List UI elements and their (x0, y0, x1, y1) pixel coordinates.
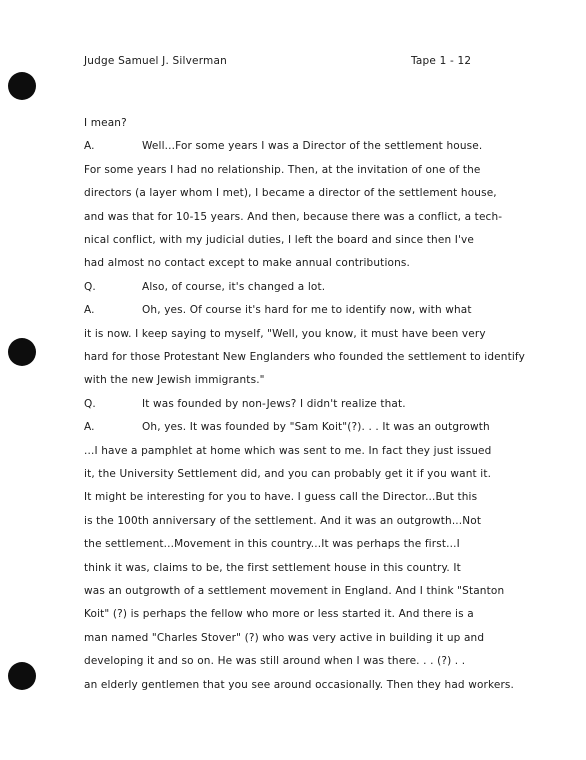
line-text: was an outgrowth of a settlement movement in England. And I think "Stanton (84, 585, 505, 597)
transcript-line (84, 327, 486, 341)
transcript-line (84, 631, 484, 645)
transcript-line (84, 537, 460, 551)
transcript-line (84, 467, 491, 481)
transcript-line (84, 163, 481, 177)
transcript-line (84, 584, 504, 598)
transcript-line (84, 654, 465, 668)
transcript-line (84, 210, 502, 224)
line-text: Oh, yes. Of course it's hard for me to identify now, with what (142, 304, 472, 317)
line-text: Oh, yes. It was founded by "Sam Koit"(?). . . It was an outgrowth (142, 421, 490, 434)
line-text: directors (a layer whom I met), I became a director of the settlement house, (84, 187, 497, 200)
transcript-line (84, 373, 265, 387)
line-text: Koit" (?) is perhaps the fellow who more or less started it. And there is a (84, 608, 474, 621)
speaker-label: Q. (84, 397, 96, 410)
transcript-line (84, 186, 497, 200)
transcript-line (84, 561, 461, 575)
line-text: nical conflict, with my judicial duties, I left the board and since then I've (84, 234, 475, 246)
line-text: think it was, claims to be, the first settlement house in this country. It (84, 561, 461, 574)
line-text: an elderly gentlemen that you see around occasionally. Then they had workers. (84, 678, 515, 691)
speaker-label: A. (84, 421, 95, 434)
line-text: ...I have a pamphlet at home which was sent to me. In fact they just issued (84, 444, 492, 457)
transcript-line (84, 303, 472, 317)
line-text: and was that for 10-15 years. And then, because there was a conflict, a tech- (84, 210, 503, 223)
binder-hole (8, 662, 36, 690)
transcript-line (84, 490, 477, 504)
line-text: Also, of course, it's changed a lot. (142, 280, 326, 293)
transcript-line (84, 233, 474, 247)
transcript-line (84, 350, 525, 364)
transcript-line (84, 280, 325, 294)
line-text: it, the University Settlement did, and you can probably get it if you want it. (84, 468, 492, 480)
transcript-line (84, 139, 482, 153)
binder-hole (8, 72, 36, 100)
line-text: had almost no contact except to make annual contributions. (84, 257, 411, 270)
speaker-label: Q. (84, 280, 96, 293)
line-text: the settlement...Movement in this country...It was perhaps the first...I (84, 538, 460, 551)
line-text: For some years I had no relationship. Then, at the invitation of one of the (84, 163, 481, 176)
line-text: is the 100th anniversary of the settlement. And it was an outgrowth...Not (84, 514, 482, 527)
transcript-line (84, 256, 410, 270)
transcript-line (84, 607, 474, 621)
header-tape-number: Tape 1 - 12 (411, 55, 472, 67)
transcript-line (84, 397, 406, 411)
binder-hole (8, 338, 36, 366)
transcript-line (84, 444, 491, 458)
line-text: It was founded by non-Jews? I didn't realize that. (142, 397, 406, 410)
transcript-line (84, 514, 481, 528)
header-interviewee: Judge Samuel J. Silverman (84, 55, 227, 67)
line-text: with the new Jewish immigrants." (84, 374, 265, 387)
transcript-line (84, 678, 514, 692)
transcript-line (84, 116, 127, 130)
line-text: It might be interesting for you to have. I guess call the Director...But this (84, 491, 478, 504)
line-text: hard for those Protestant New Englanders who founded the settlement to identify (84, 351, 525, 363)
line-text: man named "Charles Stover" (?) who was very active in building it up and (84, 631, 485, 644)
line-text: Well...For some years I was a Director of the settlement house. (142, 140, 483, 153)
line-text: developing it and so on. He was still around when I was there. . . (?) . . (84, 655, 466, 668)
transcript-line (84, 420, 490, 434)
speaker-label: A. (84, 304, 95, 317)
line-text: I mean? (84, 117, 127, 129)
line-text: it is now. I keep saying to myself, "Well, you know, it must have been very (84, 327, 486, 340)
speaker-label: A. (84, 140, 95, 153)
